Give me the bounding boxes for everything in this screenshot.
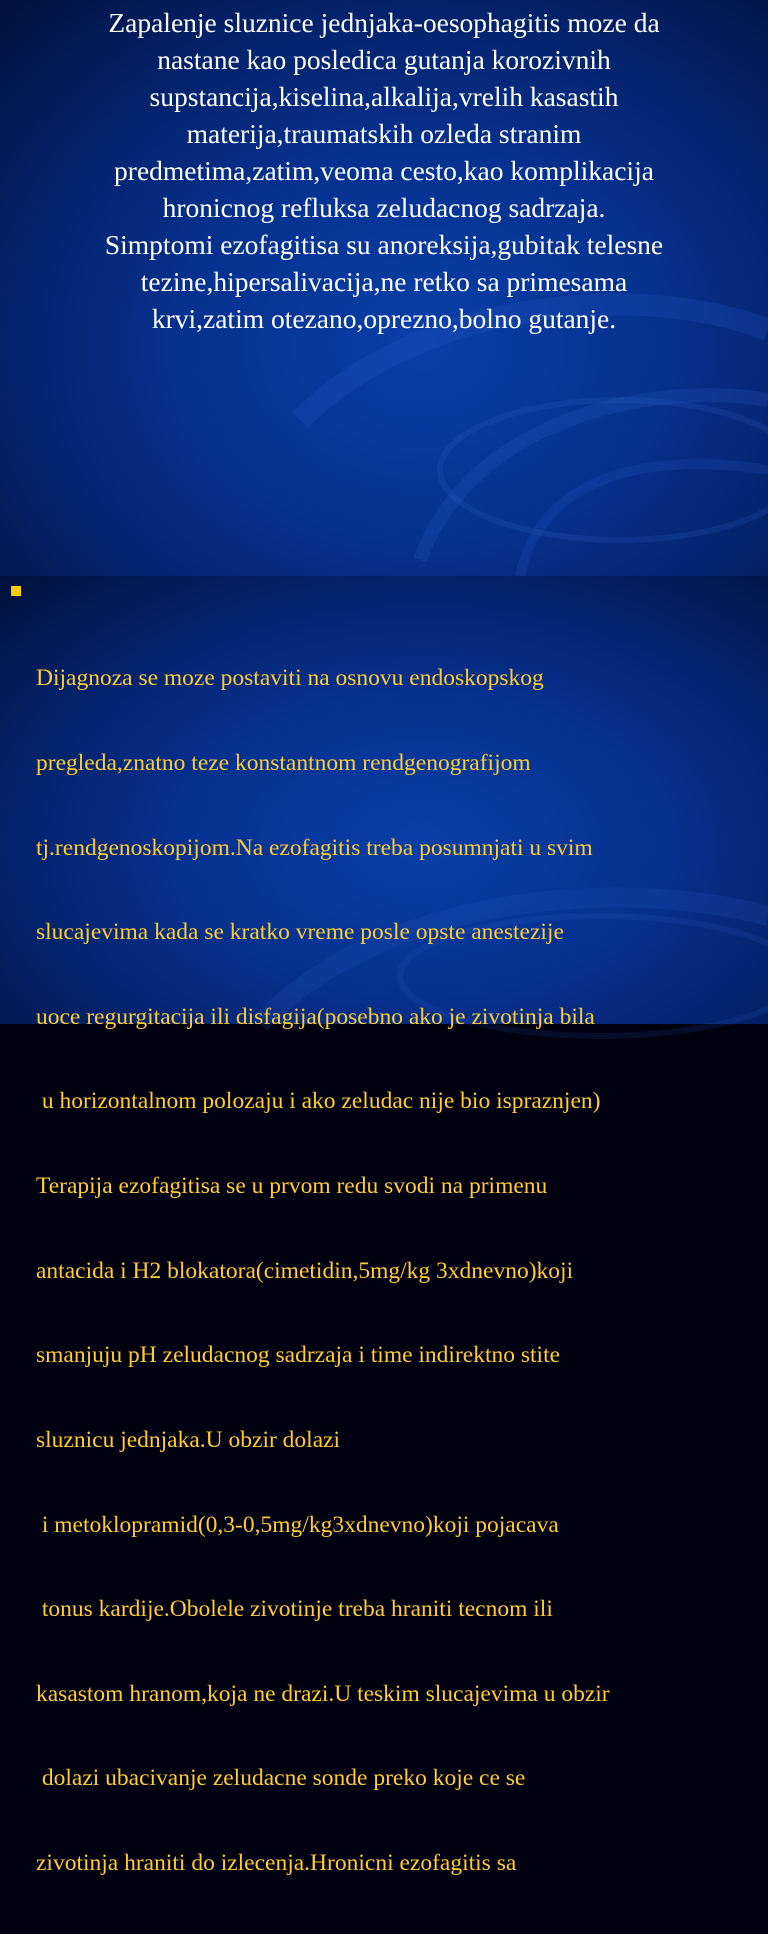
text-line: uoce regurgitacija ili disfagija(posebno ako je zivotinja bila xyxy=(36,1003,595,1030)
text-line: Terapija ezofagitisa se u prvom redu svodi na primenu xyxy=(36,1173,548,1200)
text-line: predmetima,zatim,veoma cesto,kao komplikacija xyxy=(114,155,654,186)
text-line: materija,traumatskih ozleda stranim xyxy=(186,118,582,149)
text-line: zivotinja hraniti do izlecenja.Hronicni ezofagitis sa xyxy=(36,1849,517,1876)
text-line: hronicnog refluksa zeludacnog sadrzaja. xyxy=(162,192,606,223)
slide-2-text xyxy=(36,608,766,1934)
slide-1-paragraph-1 xyxy=(20,4,748,226)
text-line: Simptomi ezofagitisa su anoreksija,gubitak telesne xyxy=(104,229,664,260)
text-line: dolazi ubacivanje zeludacne sonde preko koje ce se xyxy=(36,1765,526,1792)
slide-2 xyxy=(0,576,768,1876)
text-line: krvi,zatim otezano,oprezno,bolno gutanje. xyxy=(151,303,617,334)
text-line: nastane kao posledica gutanja korozivnih xyxy=(157,44,611,75)
text-line: antacida i H2 blokatora(cimetidin,5mg/kg 3xdnevno)koji xyxy=(36,1257,574,1284)
text-line: Dijagnoza se moze postaviti na osnovu endoskopskog xyxy=(36,665,544,692)
text-line: kasastom hranom,koja ne drazi.U teskim slucajevima u obzir xyxy=(36,1680,610,1707)
text-line: tezine,hipersalivacija,ne retko sa primesama xyxy=(140,266,628,297)
text-line: tonus kardije.Obolele zivotinje treba hraniti tecnom ili xyxy=(36,1596,553,1623)
text-line: pregleda,znatno teze konstantnom rendgenografijom xyxy=(36,750,531,777)
text-line: tj.rendgenoskopijom.Na ezofagitis treba posumnjati u svim xyxy=(36,834,593,861)
text-line: supstancija,kiselina,alkalija,vrelih kasastih xyxy=(149,81,619,112)
slide-1-paragraph-2 xyxy=(20,226,748,337)
text-line: slucajevima kada se kratko vreme posle opste anestezije xyxy=(36,919,564,946)
square-bullet-icon xyxy=(11,586,21,596)
slide-1-text xyxy=(20,4,748,337)
text-line: Zapalenje sluznice jednjaka-oesophagitis moze da xyxy=(108,7,660,38)
text-line: i metoklopramid(0,3-0,5mg/kg3xdnevno)koji pojacava xyxy=(36,1511,559,1538)
text-line: u horizontalnom polozaju i ako zeludac nije bio ispraznjen) xyxy=(36,1088,601,1115)
text-line: smanjuju pH zeludacnog sadrzaja i time indirektno stite xyxy=(36,1342,561,1369)
text-line: sluznicu jednjaka.U obzir dolazi xyxy=(36,1426,341,1453)
slide-1 xyxy=(0,0,768,576)
